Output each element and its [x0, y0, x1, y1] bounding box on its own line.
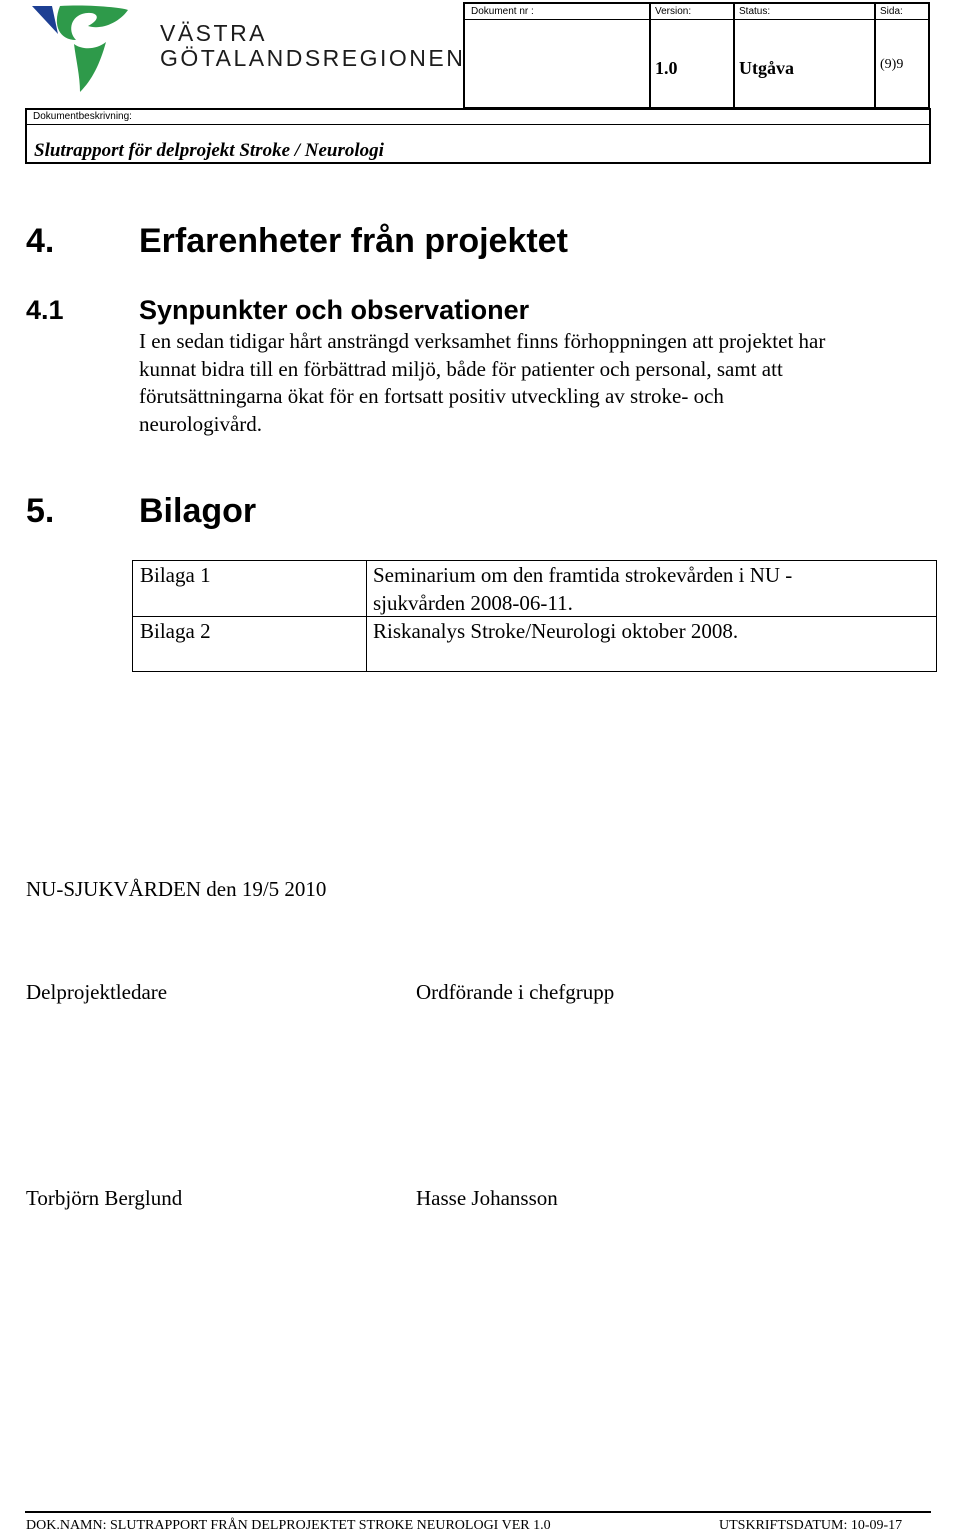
- section-4-number: 4.: [26, 222, 55, 260]
- place-date: NU-SJUKVÅRDEN den 19/5 2010: [26, 877, 327, 901]
- role-chair: Ordförande i chefgrupp: [416, 980, 615, 1004]
- document-info-table: [463, 2, 930, 109]
- logo-wordmark: [160, 21, 465, 71]
- section-5-number: 5.: [26, 492, 55, 530]
- status-value: Utgåva: [739, 58, 794, 78]
- logo-line-2: GÖTALANDSREGIONEN: [160, 45, 466, 71]
- version-value: 1.0: [655, 58, 678, 78]
- footer-document-name: DOK.NAMN: SLUTRAPPORT FRÅN DELPROJEKTET STROKE NEUROLOGI VER 1.0: [26, 1518, 551, 1533]
- version-label: Version:: [655, 6, 692, 17]
- signatory-name-left: Torbjörn Berglund: [26, 1186, 183, 1210]
- paragraph-line: kunnat bidra till en förbättrad miljö, både för patienter och personal, samt att: [139, 356, 783, 381]
- section-4-1-number: 4.1: [26, 295, 64, 325]
- description-label: Dokumentbeskrivning:: [33, 111, 132, 122]
- status-label: Status:: [739, 6, 771, 17]
- attachment-1-line: sjukvården 2008-06-11.: [373, 591, 573, 615]
- attachment-1-description: [373, 561, 792, 617]
- attachment-1-label: Bilaga 1: [140, 563, 211, 587]
- footer-divider: [25, 1511, 931, 1513]
- section-4-1-title: Synpunkter och observationer: [139, 295, 530, 325]
- attachment-2-label: Bilaga 2: [140, 619, 211, 643]
- sida-label: Sida:: [880, 6, 903, 17]
- page-number: (9)9: [880, 57, 904, 72]
- section-4-title: Erfarenheter från projektet: [139, 222, 568, 260]
- organization-logo: [30, 4, 466, 100]
- paragraph-line: I en sedan tidigar hårt ansträngd verksamhet finns förhoppningen att projektet har: [139, 329, 826, 353]
- role-project-lead: Delprojektledare: [26, 980, 168, 1004]
- footer-print-date: UTSKRIFTSDATUM: 10-09-17: [719, 1518, 903, 1533]
- paragraph-line: förutsättningarna ökat för en fortsatt positiv utveckling av stroke- och: [139, 384, 724, 408]
- attachment-1-line: Seminarium om den framtida strokevården i NU -: [373, 563, 793, 587]
- logo-line-1: VÄSTRA: [160, 20, 268, 46]
- document-description-box: [25, 108, 931, 164]
- attachment-2-description: Riskanalys Stroke/Neurologi oktober 2008.: [373, 619, 739, 643]
- paragraph-line: neurologivård.: [139, 411, 263, 436]
- signatory-name-right: Hasse Johansson: [416, 1186, 558, 1210]
- logo-emblem-icon: [30, 4, 130, 96]
- observations-paragraph: [139, 328, 939, 438]
- section-5-title: Bilagor: [139, 492, 257, 530]
- dokument-nr-label: Dokument nr :: [471, 6, 534, 17]
- attachments-table: [132, 560, 937, 672]
- description-value: Slutrapport för delprojekt Stroke / Neurologi: [34, 140, 384, 161]
